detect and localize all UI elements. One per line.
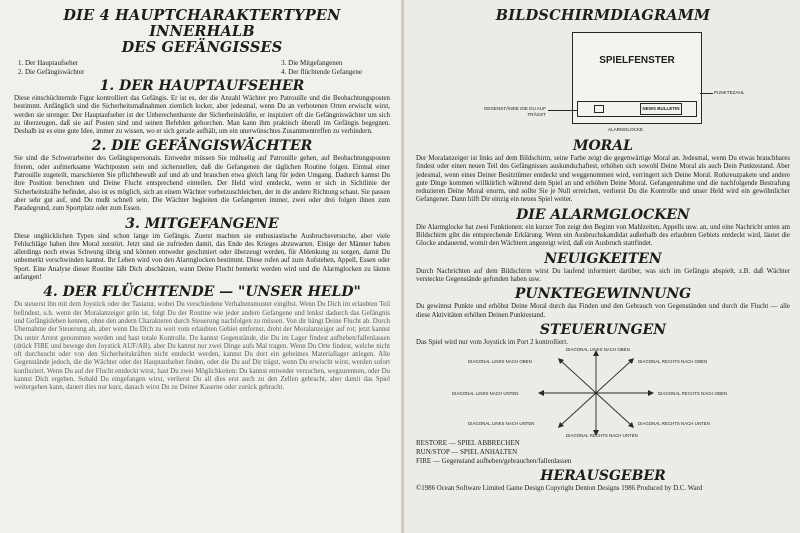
alarmglocke-label: ALARMGLOCKE [608, 127, 643, 132]
control-restore: RESTORE — SPIEL ABBRECHEN [416, 439, 520, 448]
section-text-waechter: Sie sind die Schwerarbeiter des Gefängispersonals. Entweder müssen Sie mühselig auf Patrouille gehen, auf Beobachtungsposten frieren, oder aufmerksame Wachtposten sein und sicherstellen, daß die Gefangenen der täglichen Routine folgen. Einmal einer Patrouille zugeteilt, marschieren Sie pflichtbewußt auf und ab und brauchen etwa gleich lang für jeden Umgang. Dadurch kannst Du ihre Position berechnen und Deine Flucht entsprechend einteilen. Der Held wird entdeckt, wenn er sich in Sichtlinie der Sicherheitskräfte befindet, also ist es möglich, sich an einem Wächter vorbeizuschleichen, der in die andere Richtung schaut. Sie passen aber sehr gut auf, und Du mußt schnell sein. Die Wächter begleiten die Gefangenen immer, zwei oder drei folgen ihnen zum Paradegrund, zum Sportplatz oder zum Essen. [14, 155, 390, 213]
section-heading-held: 4. DER FLÜCHTENDE — "UNSER HELD" [43, 284, 361, 301]
joy-label-downleft: DIAGONAL LINKS NACH UNTEN [468, 421, 535, 427]
punkte-text: Du gewinnst Punkte und erhöhst Deine Moral durch das Finden und den Gebrauch von Gegenständen und durch die Flucht — alle diese Aktivitäten erhöhen Deinen Punktestand. [416, 303, 790, 319]
spielfenster-label: SPIELFENSTER [599, 55, 675, 66]
punktezahl-label: PUNKTEZAHL [714, 90, 745, 95]
section-heading-waechter: 2. DIE GEFÄNGISWÄCHTER [91, 138, 313, 155]
section-text-held: Du steuerst ihn mit dem Joystick oder der Tastatur, wobei Du verschiedene Verhaltensmuster eingibst. Wenn Du Dich im erlaubten Teil befindest, u.h. wenn der Moralanzeiger grün ist, folgt Du der Routine wie jeder andere Gefangene und lenkst dadurch das Gefängnis und Gefängisleben kennen, ohne den andern Charakteren durch Steuerung nachfolgen zu müssen. Von dir hängt Deine Flucht ab. Durch Übernahme der Steuerung ab, aber wenn Du Dich zu weit vom erlaubten Gebiet entfernst, dreht der Moralanzeiger auf rot; jetzt kannst Du unter Arrest genommen werden und hast totale Kontrolle. Du kannst Gegenstände, die Du im Lager findest aufheben/fallenlassen (drück FIRE und bewege den Joystick AUF/AB), aber Du kannst nur zwei Dinge aufs Mal tragen. Wenn Du Orte findest, welche nicht oft durchsucht oder von den Sicherheitskräften nicht entdeckt werden, kannst Du dort ein geheimes Materiallager anlegen. Alle Gegenstände jedoch, die die Wächter oder der Hauptaufseher finden, oder die Du auf Dir trägst, wenn Du erwischt wirst, werden sofort konfisziert. Wenn Du auf der Flucht entdeckt wirst, hast Du zwei Möglichkeiten: Du kannst entweder versuchen, wegzurennen, oder Du kannst Dich ergeben. Sobald Du eingefangen wirst, verlierst Du all dies erst auch zu den Zellen gebracht, aber damit das Spiel weitergehen kann, dauert dies nur kurz, danach wirst Du zu Deiner Kaserne oder zurück gebracht. [14, 301, 390, 392]
status-bar-outline [577, 101, 697, 117]
control-runstop: RUN/STOP — SPIEL ANHALTEN [416, 448, 518, 457]
news-bulletin-box: NEWS BULLETIN [640, 103, 682, 115]
joy-label-left: DIAGONAL LINKS NACH UNTEN [452, 391, 519, 397]
publisher-text: ©1986 Ocean Software Limited Game Design Copyright Denton Designs 1986 Produced by D.C. Ward [416, 485, 703, 493]
alarm-heading: DIE ALARMGLOCKEN [516, 206, 690, 223]
punkte-heading: PUNKTEGEWINNUNG [514, 286, 692, 303]
section-text-mitgefangene: Diese unglücklichen Typen sind schon lange im Gefängis. Zuerst machten sie enthusiastische Ausbruchsversuche, aber viele Fehlschläge haben ihre Moral zerstört. Jetzt sind sie zufrieden damit, das Ende des Krieges abzuwarten. Einige der Männer haben allerdings noch etwas Schwung übrig und können entweder geschmiert oder überzeugt werden, für Ablenkung zu sorgen, damit Du unbemerkt verschwinden kannst. Ihr Leben wird von den Alarmglocken bestimmt. Diese rufen auf zum Aufstehen, Appell, Essen oder Sport. Eine Analyse dieser Routine läßt Dich abschätzen, wann Deine Flucht bemerkt werden wird und die Alarmglocken zu läuten anfangen! [14, 232, 390, 282]
publisher-heading: HERAUSGEBER [540, 468, 666, 485]
moral-indicator-box [594, 105, 604, 113]
character-legend [14, 56, 390, 76]
screen-diagram [416, 26, 790, 136]
gegenstaende-label: GEGENSTÄNDE DIE DU AUF TRÄGST [483, 106, 546, 117]
pointer-line [548, 110, 578, 111]
main-title-line2: DES GEFÄNGISSES [121, 39, 283, 56]
joy-label-right: DIAGONAL RECHTS NACH OBEN [658, 391, 728, 397]
moral-text: Der Moralanzeiger ist links auf dem Bildschirm, seine Farbe zeigt die gegenwärtige Moral an. Jedesmal, wenn Du etwas brauchbares findest oder einen neuen Teil des Gefängnisses auskundschaftest, erhöhen sich sowohl Deine Moral als auch Dein Punktestand. Aber jedesmal, wenn eines Deiner Besitztümer entdeckt und weggenommen wird, verringert sich Deine Moral. Rotkreuzpakete und andere gute Dinge kommen willkürlich während dem Spiel an und erhöhen Deine Moral. Gefangennahme und die nachfolgende Bestrafung reduzieren Deine Moral enorm, und sollte Sie je Null erreichen, verlierst Du die Kontrolle und unser Held wird ein gewöhnlicher Gefangener. Dann hilft Dir einzig ein neues Spiel weiter. [416, 155, 790, 204]
legend-item: 2. Die Gefängiswächter [18, 67, 85, 76]
pointer-line [700, 93, 713, 94]
joy-label-upright: DIAGONAL RECHTS NACH OBEN [638, 359, 708, 365]
control-keys [416, 439, 790, 466]
game-screen-outline [572, 32, 702, 124]
section-heading-mitgefangene: 3. MITGEFANGENE [125, 215, 279, 232]
alarm-text: Die Alarmglocke hat zwei Funktionen: ein kurzer Ton zeigt den Beginn von Mahlzeiten, Appells usw. an, und eine Nachricht unten am Bildschirm gibt die entsprechende Erklärung. Wenn ein Ausbruchskandidat außerhalb des erlaubten Gebiets entdeckt wird, läutet die Glocke andauernd, womit den Wächtern angezeigt wird, daß ein Ausbruch stattfindet. [416, 223, 790, 248]
section-text-hauptaufseher: Diese einschüchternde Figur kontrolliert das Gefängis. Er ist es, der die Anzahl Wächter pro Patrouille und die Beobachtungsposten bestimmt. Anfänglich sind die Sicherheitsmaßnahmen ziemlich locker, aber jedesmal, wenn Du an verbotenen Orten erwischt wirst, werden sie strenger. Der Hauptaufseher ist der Unberechenbarste der Sicherheitskräfte, er inspiziert oft die Gefängniswächter um sich zu überzeugen, daß sie auf Posten sind und seinen Befehlen gehorchen. Man kann ihm praktisch überall im Gefängis begegnen. Deshalb ist es eine gute Idee, immer zu wissen, wo er sich gerade aufhält, um ein unerwünschtes Zusammentreffen zu verhindern. [14, 95, 390, 136]
joy-label-downright: DIAGONAL RECHTS NACH UNTEN [638, 421, 710, 427]
steuerungen-heading: STEUERUNGEN [539, 321, 667, 338]
legend-item: 1. Der Hauptaufseher [18, 59, 79, 67]
joy-label-down: DIAGONAL RECHTS NACH UNTEN [566, 433, 638, 439]
section-heading-hauptaufseher: 1. DER HAUPTAUFSEHER [99, 78, 305, 94]
steuerungen-text: Das Spiel wird nur vom Joystick im Port 2 kontrolliert. [416, 338, 568, 346]
moral-heading: MORAL [572, 138, 634, 154]
diagram-heading: BILDSCHIRMDIAGRAMM [495, 7, 711, 24]
right-page [404, 0, 800, 533]
joy-label-upleft: DIAGONAL LINKS NACH OBEN [468, 359, 532, 365]
news-text: Durch Nachrichten auf dem Bildschirm wirst Du laufend informiert darüber, was sich im Gefängis abspielt, z.B. daß Wächter versteckte Gegenstände gefunden haben usw. [416, 267, 790, 283]
joystick-diagram [416, 347, 790, 439]
legend-column-2 [281, 59, 362, 76]
main-title-line1: DIE 4 HAUPTCHARAKTERTYPEN INNERHALB [63, 7, 341, 40]
joy-label-up: DIAGONAL LINKS NACH OBEN [566, 347, 630, 353]
legend-item: 3. Die Mitgefangenen [281, 59, 343, 67]
news-heading: NEUIGKEITEN [544, 250, 662, 267]
legend-item: 4. Der flüchtende Gefangene [281, 67, 362, 76]
legend-column-1 [18, 59, 84, 76]
control-fire: FIRE — Gegenstand aufheben/gebrauchen/fallenlassen [416, 457, 572, 466]
